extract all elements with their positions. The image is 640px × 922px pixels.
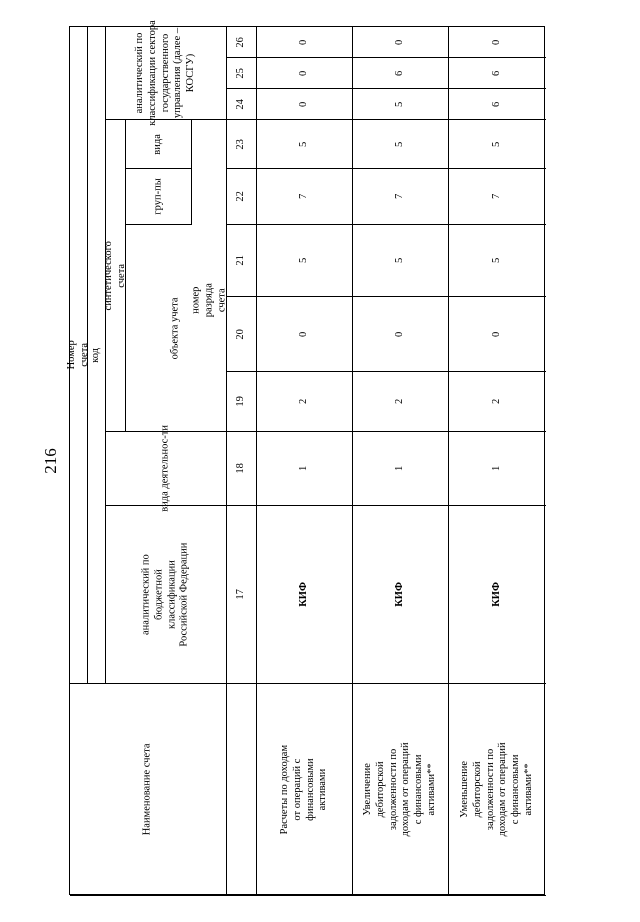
- row3-v22: [449, 169, 546, 225]
- digit-20: [227, 297, 257, 372]
- row3-v19-text: 2: [491, 398, 503, 405]
- row1-kif: [257, 506, 353, 684]
- row3-kif-text: КИФ: [491, 582, 503, 607]
- row1-v23-text: 5: [298, 141, 310, 147]
- digit-23-text: 23: [235, 138, 247, 150]
- row3-v21: [449, 225, 546, 297]
- row2-v23: [353, 120, 449, 169]
- row1-v24: [257, 89, 353, 120]
- row1-v25-text: 0: [298, 70, 310, 76]
- row1-name-text: Расчеты по доходам от операций с финансовыми активами: [278, 744, 329, 835]
- row2-v18-text: 1: [394, 465, 406, 472]
- row1-v19-text: 2: [298, 398, 310, 405]
- digit-blank: [227, 684, 257, 896]
- row1-name: [257, 684, 353, 896]
- digit-19-text: 19: [235, 396, 247, 407]
- row2-v24-text: 5: [394, 101, 406, 107]
- header-account-name: [70, 684, 227, 896]
- header-activity-type: [106, 425, 227, 512]
- digit-21-text: 21: [235, 255, 247, 266]
- header-digit-position-label: [192, 169, 227, 432]
- row3-v24-text: 6: [491, 101, 503, 107]
- row1-v21: [257, 225, 353, 297]
- row3-v20: [449, 297, 546, 372]
- header-activity-type-text: вида деятельнос-ти: [159, 425, 171, 512]
- header-account-name-text: Наименование счета: [141, 743, 153, 836]
- row3-v26-text: 0: [491, 39, 503, 45]
- row2-name: [353, 684, 449, 896]
- row1-v18: [257, 432, 353, 506]
- row3-v18-text: 1: [491, 465, 503, 472]
- digit-17: [227, 506, 257, 684]
- row3-v24: [449, 89, 546, 120]
- digit-22: [227, 169, 257, 225]
- row2-v25-text: 6: [394, 70, 406, 76]
- row2-v20-text: 0: [394, 331, 406, 337]
- row2-v23-text: 5: [394, 141, 406, 147]
- row1-v18-text: 1: [298, 465, 310, 472]
- digit-20-text: 20: [235, 328, 247, 340]
- header-account-object-text: объекта учета: [169, 297, 181, 359]
- header-account-number: [65, 27, 90, 684]
- header-analytical-budget-text: аналитический по бюджетной классификации Российской Федерации: [140, 542, 190, 647]
- row2-v26: [353, 27, 449, 58]
- digit-25: [227, 58, 257, 89]
- row1-v20: [257, 297, 353, 372]
- digit-18-text: 18: [235, 463, 247, 474]
- header-kosgu: [106, 20, 227, 126]
- row1-v22-text: 7: [298, 193, 310, 200]
- row2-kif: [353, 506, 449, 684]
- row1-v26-text: 0: [298, 39, 310, 45]
- header-synthetic-account: [102, 120, 127, 432]
- row2-name-text: Увеличение дебиторской задолженности по доходам от операций с финансовыми активами**: [362, 742, 438, 837]
- row3-v23: [449, 120, 546, 169]
- row3-v26: [449, 27, 546, 58]
- row1-v22: [257, 169, 353, 225]
- digit-23: [227, 120, 257, 169]
- account-table: [65, 20, 545, 895]
- row3-v25: [449, 58, 546, 89]
- row1-kif-text: КИФ: [298, 582, 310, 607]
- digit-21: [227, 225, 257, 297]
- row3-v25-text: 6: [491, 70, 503, 76]
- digit-24: [227, 89, 257, 120]
- digit-26-text: 26: [235, 36, 247, 48]
- row2-kif-text: КИФ: [394, 582, 406, 607]
- row1-v23: [257, 120, 353, 169]
- row1-v25: [257, 58, 353, 89]
- row3-name-text: Уменьшение дебиторской задолженности по доходам от операций с финансовыми активами**: [459, 742, 535, 837]
- header-synthetic-account-text: синтетического счета: [102, 240, 127, 311]
- row3-v22-text: 7: [491, 193, 503, 200]
- row1-v19: [257, 372, 353, 432]
- header-group: [126, 169, 192, 225]
- page-number-text: 216: [41, 448, 60, 474]
- row2-v20: [353, 297, 449, 372]
- header-code-text: код: [90, 347, 102, 363]
- row3-v23-text: 5: [491, 141, 503, 147]
- row1-v21-text: 5: [298, 257, 310, 264]
- row3-v21-text: 5: [491, 257, 503, 264]
- row2-v25: [353, 58, 449, 89]
- row2-v21: [353, 225, 449, 297]
- header-digit-position-text: номер разряда счета: [190, 282, 227, 318]
- row3-kif: [449, 506, 546, 684]
- row2-v22: [353, 169, 449, 225]
- header-analytical-budget: [106, 506, 227, 684]
- digit-17-text: 17: [235, 589, 247, 600]
- row1-v20-text: 0: [298, 331, 310, 337]
- row3-v18: [449, 432, 546, 506]
- digit-19: [227, 372, 257, 432]
- row1-v24-text: 0: [298, 101, 310, 107]
- header-group-text: груп-пы: [152, 178, 164, 215]
- header-code: [88, 27, 106, 684]
- header-account-number-text: Номер счета: [65, 340, 90, 370]
- row2-v21-text: 5: [394, 257, 406, 264]
- digit-26: [227, 27, 257, 58]
- digit-18: [227, 432, 257, 506]
- header-kosgu-text: аналитический по классификации сектора государственного управления (далее – КОСГУ): [134, 20, 197, 126]
- row2-v19: [353, 372, 449, 432]
- page-number: [36, 447, 66, 475]
- digit-24-text: 24: [235, 98, 247, 110]
- row3-name: [449, 684, 546, 896]
- header-type-text: вида: [152, 133, 164, 155]
- row2-v26-text: 0: [394, 39, 406, 45]
- row3-v20-text: 0: [491, 331, 503, 337]
- row1-v26: [257, 27, 353, 58]
- row2-v24: [353, 89, 449, 120]
- row2-v18: [353, 432, 449, 506]
- row2-v19-text: 2: [394, 398, 406, 405]
- digit-22-text: 22: [235, 191, 247, 202]
- digit-25-text: 25: [235, 67, 247, 79]
- row3-v19: [449, 372, 546, 432]
- row2-v22-text: 7: [394, 193, 406, 200]
